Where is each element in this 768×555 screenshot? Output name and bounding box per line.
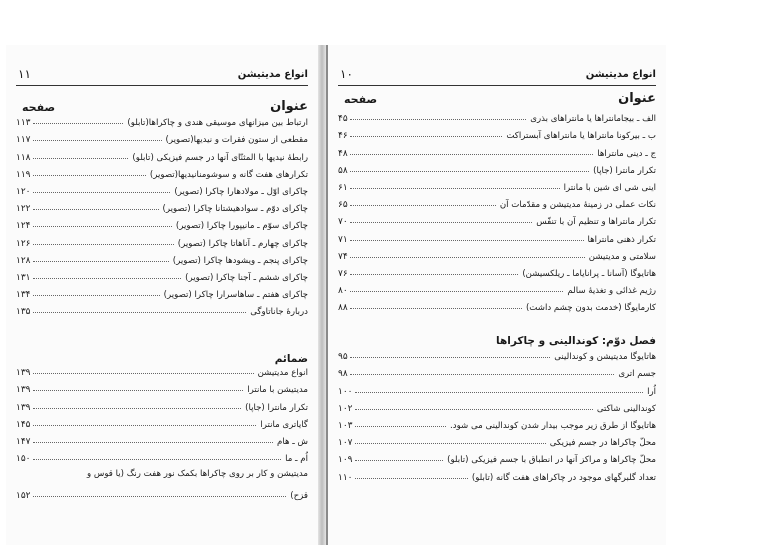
toc-leader-dots xyxy=(350,357,551,358)
toc-entry-page: ۷۱ xyxy=(338,234,348,245)
toc-row xyxy=(16,266,308,283)
toc-row xyxy=(16,413,308,430)
toc-entry-title: اینی شی ای شین با مانترا xyxy=(563,182,656,193)
toc-row xyxy=(338,379,656,396)
right-page-number: ۱۰ xyxy=(340,67,353,81)
toc-entry-page: ۱۴۵ xyxy=(16,419,31,430)
toc-entry-title: سلامتی و مدیتیشن xyxy=(588,251,656,262)
toc-entry-page: ۱۳۹ xyxy=(16,402,31,413)
right-chapter-title: فصل دوّم: کوندالینی و چاکراها xyxy=(496,335,656,347)
toc-row xyxy=(16,214,308,231)
toc-row xyxy=(338,397,656,414)
left-col-title: عنوان xyxy=(270,99,308,114)
toc-entry-title: ش ـ هام xyxy=(277,436,308,447)
toc-row-wrapped-line xyxy=(16,469,308,484)
toc-leader-dots xyxy=(350,136,503,137)
toc-entry-title: چاکرای چهارم ـ آناهاتا چاکرا (تصویر) xyxy=(177,238,308,249)
toc-leader-dots xyxy=(33,425,257,426)
toc-entry-page: ۷۶ xyxy=(338,268,348,279)
toc-leader-dots xyxy=(33,175,146,176)
right-header-title: انواع مدیتیشن xyxy=(585,69,656,80)
toc-entry-title: ارتباط بین میزانهای موسیقی هندی و چاکراها(تابلو) xyxy=(127,118,308,129)
toc-entry-title: هاتایوگا از طرق زیر موجب بیدار شدن کوندالینی می شود. xyxy=(450,420,656,431)
toc-entry-page: ۱۴۷ xyxy=(16,436,31,447)
toc-entry-page: ۴۵ xyxy=(338,114,348,125)
toc-entry-title: مقطعی از ستون فقرات و نیدیها(تصویر) xyxy=(165,135,308,146)
toc-leader-dots xyxy=(355,392,644,393)
toc-row xyxy=(16,163,308,180)
toc-entry-title: رژیم غذائی و تغذیهٔ سالم xyxy=(567,286,656,297)
toc-row xyxy=(338,448,656,465)
toc-leader-dots xyxy=(350,308,522,309)
toc-entry-page: ۴۶ xyxy=(338,131,348,142)
toc-entry-title: مدیتیشن و کار بر روی چاکراها بکمک نور هفت رنگ (یا قوس و xyxy=(86,469,308,479)
toc-leader-dots xyxy=(350,205,496,206)
toc-entry-page: ۹۸ xyxy=(338,369,348,380)
left-col-page: صفحه xyxy=(22,101,56,114)
left-page-number: ۱۱ xyxy=(18,67,31,81)
toc-row xyxy=(338,176,656,193)
toc-entry-page: ۱۲۴ xyxy=(16,221,31,232)
toc-entry-page: ۹۵ xyxy=(338,352,348,363)
toc-leader-dots xyxy=(33,209,159,210)
toc-row xyxy=(16,300,308,317)
toc-row xyxy=(338,141,656,158)
toc-row xyxy=(16,395,308,412)
toc-leader-dots xyxy=(33,261,169,262)
toc-leader-dots xyxy=(33,140,162,141)
toc-entry-title: چاکرای سوّم ـ مانیپورا چاکرا (تصویر) xyxy=(175,221,308,232)
toc-leader-dots xyxy=(33,244,174,245)
toc-entry-page: ۱۳۹ xyxy=(16,368,31,379)
toc-leader-dots xyxy=(350,188,560,189)
toc-entry-page: ۱۲۰ xyxy=(16,186,31,197)
toc-row xyxy=(16,128,308,145)
toc-row xyxy=(338,279,656,296)
toc-row xyxy=(338,465,656,482)
toc-entry-title: الف ـ بیجامانتراها یا مانتراهای بذری xyxy=(530,114,656,125)
toc-row xyxy=(338,262,656,279)
toc-leader-dots xyxy=(33,123,124,124)
toc-leader-dots xyxy=(33,442,274,443)
toc-entry-page: ۷۰ xyxy=(338,217,348,228)
toc-row xyxy=(16,361,308,378)
toc-row xyxy=(338,227,656,244)
left-appendix-title: ضمائم xyxy=(274,353,308,365)
toc-entry-title: انواع مدیتیشن xyxy=(257,368,308,379)
toc-leader-dots xyxy=(33,390,244,391)
toc-entry-title: چاکرای هفتم ـ ساهاسرارا چاکرا (تصویر) xyxy=(163,290,308,301)
toc-row xyxy=(338,431,656,448)
toc-entry-page: ۱۰۰ xyxy=(338,386,353,397)
toc-entry-title: قزح) xyxy=(290,491,308,502)
toc-entry-page: ۱۲۲ xyxy=(16,204,31,215)
right-page-header xyxy=(338,67,656,86)
toc-entry-title: هاتایوگا (آسانا ـ پرانایاما ـ ریلکسیشن) xyxy=(522,268,656,279)
toc-entry-page: ۱۰۷ xyxy=(338,438,353,449)
toc-row xyxy=(338,193,656,210)
toc-row xyxy=(16,484,308,501)
toc-entry-title: دربارهٔ جاناتاوگی xyxy=(250,307,308,318)
toc-row xyxy=(16,145,308,162)
toc-row xyxy=(338,414,656,431)
toc-entry-title: کوندالینی شاکتی xyxy=(596,403,656,414)
toc-entry-title: جسم اتری xyxy=(618,369,656,380)
toc-entry-page: ۱۱۳ xyxy=(16,118,31,129)
toc-entry-page: ۱۰۳ xyxy=(338,420,353,431)
left-header-title: انواع مدیتیشن xyxy=(237,69,308,80)
toc-entry-page: ۱۱۸ xyxy=(16,152,31,163)
toc-leader-dots xyxy=(33,278,182,279)
toc-entry-page: ۵۸ xyxy=(338,165,348,176)
toc-entry-page: ۱۳۱ xyxy=(16,272,31,283)
left-page xyxy=(6,45,319,545)
toc-row xyxy=(16,180,308,197)
toc-row xyxy=(16,197,308,214)
left-page-header xyxy=(16,67,308,86)
right-page xyxy=(326,45,666,545)
toc-entry-page: ۸۸ xyxy=(338,303,348,314)
toc-entry-page: ۱۳۵ xyxy=(16,307,31,318)
toc-entry-page: ۱۲۸ xyxy=(16,255,31,266)
toc-leader-dots xyxy=(350,240,584,241)
toc-entry-page: ۱۰۲ xyxy=(338,403,353,414)
left-toc-list xyxy=(16,111,308,317)
toc-entry-page: ۱۱۹ xyxy=(16,169,31,180)
toc-entry-page: ۱۳۴ xyxy=(16,290,31,301)
toc-row xyxy=(338,345,656,362)
toc-entry-title: محلّ چاکراها در جسم فیزیکی xyxy=(549,438,656,449)
toc-row xyxy=(338,124,656,141)
toc-leader-dots xyxy=(33,459,282,460)
toc-row xyxy=(16,430,308,447)
toc-entry-page: ۱۲۶ xyxy=(16,238,31,249)
toc-leader-dots xyxy=(350,154,594,155)
toc-entry-title: اُرا xyxy=(647,386,656,397)
toc-entry-title: کارمایوگا (خدمت بدون چشم داشت) xyxy=(525,303,656,314)
right-col-page: صفحه xyxy=(344,93,378,106)
toc-entry-title: چاکرای اوّل ـ مولادهارا چاکرا (تصویر) xyxy=(174,186,308,197)
right-toc-list xyxy=(338,107,656,313)
toc-entry-title: رابطهٔ نیدیها با المثنّای آنها در جسم فیزیکی (تابلو) xyxy=(132,152,308,163)
toc-entry-title: چاکرای ششم ـ آجنا چاکرا (تصویر) xyxy=(185,272,308,283)
left-appendix-list xyxy=(16,361,308,464)
toc-entry-title: مدیتیشن با مانترا xyxy=(247,385,308,396)
toc-leader-dots xyxy=(350,171,589,172)
toc-row xyxy=(338,107,656,124)
toc-row xyxy=(338,210,656,227)
toc-entry-title: تکرار ذهنی مانتراها xyxy=(587,234,656,245)
toc-entry-title: ج ـ دینی مانتراها xyxy=(597,148,656,159)
toc-entry-title: ب ـ بیرکونا مانتراها یا مانتراهای آبستراکت xyxy=(506,131,656,142)
book-spine xyxy=(318,45,326,545)
toc-leader-dots xyxy=(355,460,444,461)
toc-row xyxy=(16,283,308,300)
left-last-entry xyxy=(16,469,308,501)
toc-row xyxy=(338,362,656,379)
toc-row xyxy=(16,231,308,248)
toc-entry-title: گایاتری مانترا xyxy=(260,419,308,430)
toc-leader-dots xyxy=(33,373,254,374)
toc-entry-page: ۴۸ xyxy=(338,148,348,159)
toc-entry-title: نکات عملی در زمینهٔ مدیتیشن و مقدّمات آن xyxy=(499,200,656,211)
toc-entry-title: اُم ـ ما xyxy=(285,454,308,465)
toc-entry-title: تکرار مانتراها و تنظیم آن با تنفّس xyxy=(536,217,656,228)
toc-leader-dots xyxy=(350,374,615,375)
toc-leader-dots xyxy=(33,226,172,227)
toc-entry-title: تعداد گلبرگهای موجود در چاکراهای هفت گانه (تابلو) xyxy=(471,472,656,483)
toc-entry-page: ۷۴ xyxy=(338,251,348,262)
toc-leader-dots xyxy=(33,496,287,497)
toc-entry-title: تکرار مانترا (جاپا) xyxy=(245,402,308,413)
toc-row xyxy=(338,245,656,262)
toc-entry-page: ۱۵۰ xyxy=(16,454,31,465)
toc-leader-dots xyxy=(350,222,533,223)
toc-row xyxy=(16,378,308,395)
toc-leader-dots xyxy=(350,119,527,120)
toc-leader-dots xyxy=(33,158,129,159)
toc-leader-dots xyxy=(350,274,519,275)
toc-row xyxy=(16,111,308,128)
toc-entry-title: تکرارهای هفت گانه و سوشومنانیدیها(تصویر) xyxy=(149,169,308,180)
right-col-title: عنوان xyxy=(618,91,656,106)
toc-leader-dots xyxy=(33,295,160,296)
toc-entry-page: ۱۱۰ xyxy=(338,472,353,483)
toc-leader-dots xyxy=(33,312,247,313)
toc-row xyxy=(338,159,656,176)
toc-leader-dots xyxy=(33,192,171,193)
toc-entry-page: ۱۵۲ xyxy=(16,491,31,502)
toc-entry-page: ۶۱ xyxy=(338,182,348,193)
toc-leader-dots xyxy=(355,443,546,444)
toc-entry-title: چاکرای پنجم ـ ویشودها چاکرا (تصویر) xyxy=(172,255,308,266)
toc-row xyxy=(338,296,656,313)
toc-entry-title: محلّ چاکراها و مراکز آنها در انطباق با جسم فیزیکی (تابلو) xyxy=(447,455,656,466)
toc-leader-dots xyxy=(355,426,447,427)
toc-leader-dots xyxy=(350,291,564,292)
toc-leader-dots xyxy=(350,257,585,258)
right-chapter-list xyxy=(338,345,656,483)
toc-leader-dots xyxy=(355,409,593,410)
toc-entry-page: ۸۰ xyxy=(338,286,348,297)
toc-entry-page: ۱۳۹ xyxy=(16,385,31,396)
toc-entry-title: چاکرای دوّم ـ سوادهیشتانا چاکرا (تصویر) xyxy=(162,204,308,215)
toc-leader-dots xyxy=(33,408,242,409)
toc-entry-title: تکرار مانترا (جاپا) xyxy=(593,165,656,176)
toc-leader-dots xyxy=(355,478,468,479)
toc-entry-title: هاتایوگا مدیتیشن و کوندالینی xyxy=(554,352,656,363)
toc-entry-page: ۱۱۷ xyxy=(16,135,31,146)
toc-entry-page: ۱۰۹ xyxy=(338,455,353,466)
toc-entry-page: ۶۵ xyxy=(338,200,348,211)
toc-row xyxy=(16,249,308,266)
toc-row xyxy=(16,447,308,464)
